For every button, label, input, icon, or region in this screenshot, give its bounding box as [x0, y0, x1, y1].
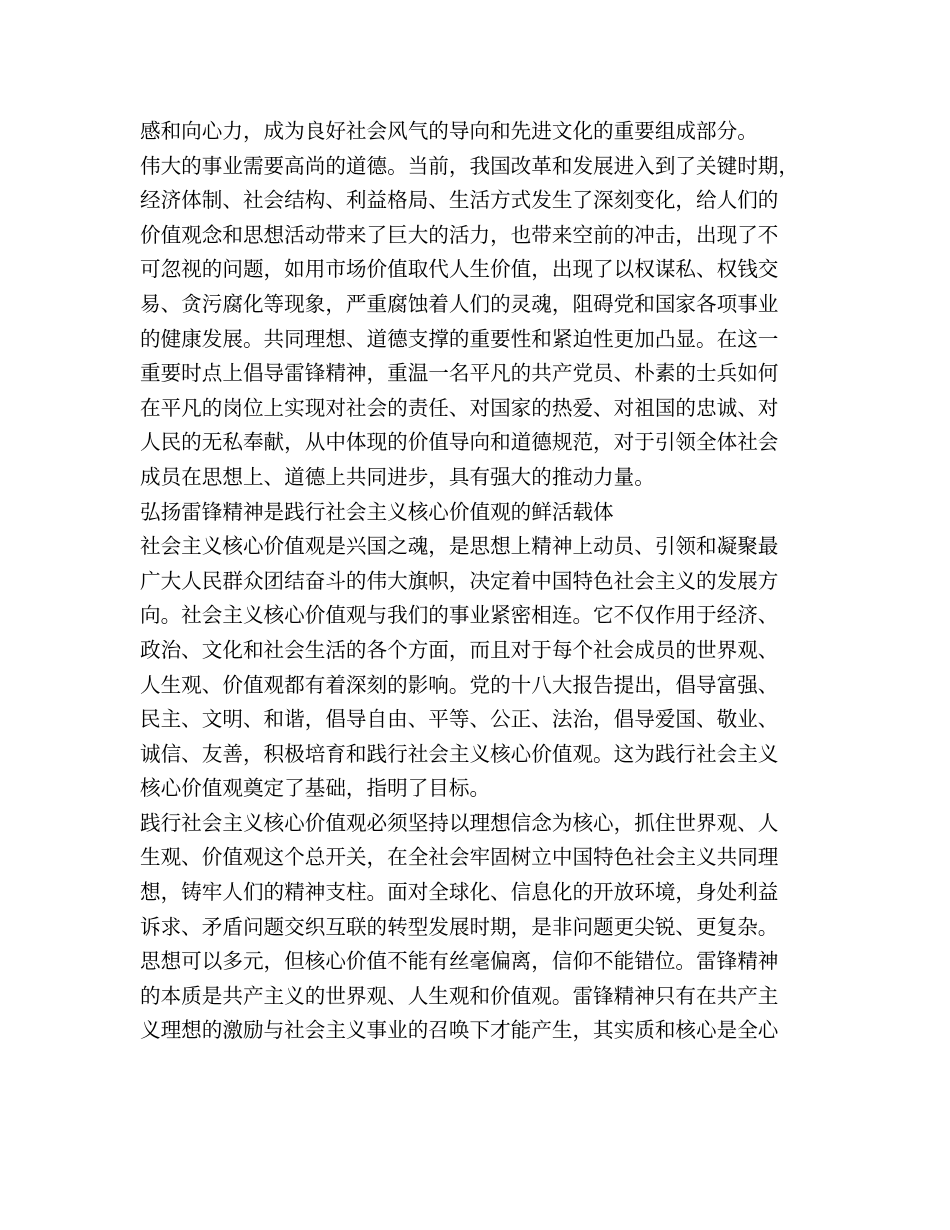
text-line: 社会主义核心价值观是兴国之魂，是思想上精神上动员、引领和凝聚最	[140, 534, 779, 559]
text-line: 核心价值观奠定了基础，指明了目标。	[140, 776, 491, 801]
text-line: 的健康发展。共同理想、道德支撑的重要性和紧迫性更加凸显。在这一	[140, 326, 779, 351]
section-heading: 弘扬雷锋精神是践行社会主义核心价值观的鲜活载体	[140, 499, 614, 524]
text-line: 民主、文明、和谐，倡导自由、平等、公正、法治，倡导爱国、敬业、	[140, 707, 779, 732]
body-text	[140, 114, 820, 1048]
text-line: 想，铸牢人们的精神支柱。面对全球化、信息化的开放环境，身处利益	[140, 880, 779, 905]
text-line: 可忽视的问题，如用市场价值取代人生价值，出现了以权谋私、权钱交	[140, 257, 779, 282]
text-line: 的本质是共产主义的世界观、人生观和价值观。雷锋精神只有在共产主	[140, 983, 779, 1008]
text-line: 人生观、价值观都有着深刻的影响。党的十八大报告提出，倡导富强、	[140, 672, 779, 697]
text-line: 政治、文化和社会生活的各个方面，而且对于每个社会成员的世界观、	[140, 637, 779, 662]
text-line: 伟大的事业需要高尚的道德。当前，我国改革和发展进入到了关键时期，	[140, 153, 799, 178]
text-line: 诚信、友善，积极培育和践行社会主义核心价值观。这为践行社会主义	[140, 741, 779, 766]
text-line: 易、贪污腐化等现象，严重腐蚀着人们的灵魂，阻碍党和国家各项事业	[140, 291, 779, 316]
text-line: 在平凡的岗位上实现对社会的责任、对国家的热爱、对祖国的忠诚、对	[140, 395, 779, 420]
text-line: 思想可以多元，但核心价值不能有丝毫偏离，信仰不能错位。雷锋精神	[140, 949, 779, 974]
text-line: 向。社会主义核心价值观与我们的事业紧密相连。它不仅作用于经济、	[140, 603, 779, 628]
text-line: 广大人民群众团结奋斗的伟大旗帜，决定着中国特色社会主义的发展方	[140, 568, 779, 593]
text-line: 践行社会主义核心价值观必须坚持以理想信念为核心，抓住世界观、人	[140, 810, 779, 835]
text-line: 义理想的激励与社会主义事业的召唤下才能产生，其实质和核心是全心	[140, 1018, 779, 1043]
text-line: 诉求、矛盾问题交织互联的转型发展时期，是非问题更尖锐、更复杂。	[140, 914, 779, 939]
text-line: 生观、价值观这个总开关，在全社会牢固树立中国特色社会主义共同理	[140, 845, 779, 870]
text-line: 人民的无私奉献，从中体现的价值导向和道德规范，对于引领全体社会	[140, 430, 779, 455]
text-line: 感和向心力，成为良好社会风气的导向和先进文化的重要组成部分。	[140, 119, 758, 143]
text-line: 成员在思想上、道德上共同进步，具有强大的推动力量。	[140, 464, 655, 489]
text-line: 经济体制、社会结构、利益格局、生活方式发生了深刻变化，给人们的	[140, 188, 779, 213]
text-line: 重要时点上倡导雷锋精神，重温一名平凡的共产党员、朴素的士兵如何	[140, 361, 779, 386]
text-line: 价值观念和思想活动带来了巨大的活力，也带来空前的冲击，出现了不	[140, 222, 779, 247]
